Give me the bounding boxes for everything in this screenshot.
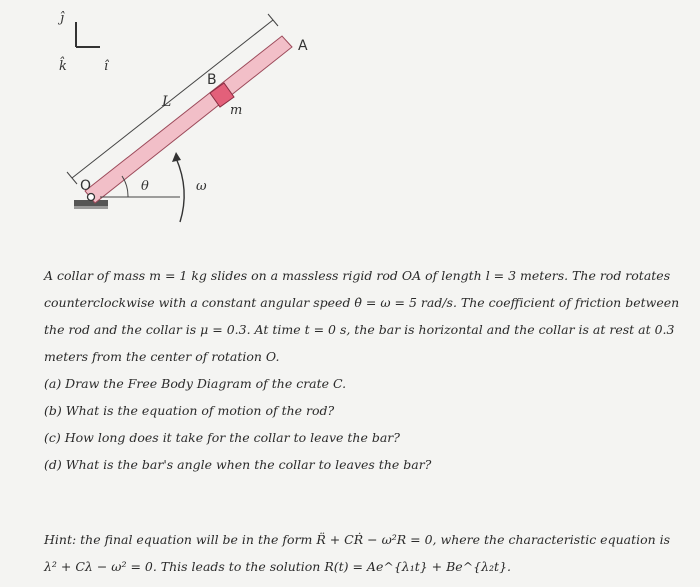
pivot-support xyxy=(74,200,108,209)
point-label-B: B xyxy=(207,72,217,88)
hint-block xyxy=(44,526,684,580)
label-theta: θ xyxy=(141,179,149,194)
question-c: (c) How long does it take for the collar to leave the bar? xyxy=(44,430,400,445)
label-omega: ω xyxy=(196,179,207,194)
axes-icon xyxy=(76,22,100,47)
label-m: m xyxy=(230,103,243,118)
problem-statement: A collar of mass m = 1 kg slides on a massless rigid rod OA of length l = 3 meters. The rod rotates counterclockwise with a constant angular speed θ̇ = ω = 5 rad/s. The coefficient of friction between the rod and the collar is μ = 0.3. At time t = 0 s, the bar is horizontal and the collar is at rest at 0.3 meters from the center of rotation O. xyxy=(44,268,680,364)
question-a: (a) Draw the Free Body Diagram of the crate C. xyxy=(44,376,347,391)
point-label-A: A xyxy=(298,38,308,54)
omega-arrow xyxy=(176,158,184,222)
question-list xyxy=(44,370,684,478)
problem-text xyxy=(44,262,684,478)
question-b: (b) What is the equation of motion of the rod? xyxy=(44,403,335,418)
hint-text: Hint: the final equation will be in the form R̈ + CṘ − ω²R = 0, where the characteristic equation is λ² + Cλ − ω² = 0. This leads to the solution R(t) = Ae^{λ₁t} + Be^{λ₂t}. xyxy=(44,532,671,574)
pivot-icon xyxy=(88,194,95,201)
label-L: L xyxy=(162,94,172,110)
question-d: (d) What is the bar's angle when the collar to leaves the bar? xyxy=(44,457,432,472)
rod-collar-figure xyxy=(0,0,700,240)
omega-arrowhead-icon xyxy=(172,152,181,162)
point-label-O: O xyxy=(80,178,92,194)
axis-label-j: ĵ xyxy=(60,11,65,26)
length-dimension-line xyxy=(67,14,278,184)
rod-OA xyxy=(85,36,292,203)
axis-label-i: î xyxy=(104,59,109,74)
axis-label-k: k̂ xyxy=(59,59,67,74)
